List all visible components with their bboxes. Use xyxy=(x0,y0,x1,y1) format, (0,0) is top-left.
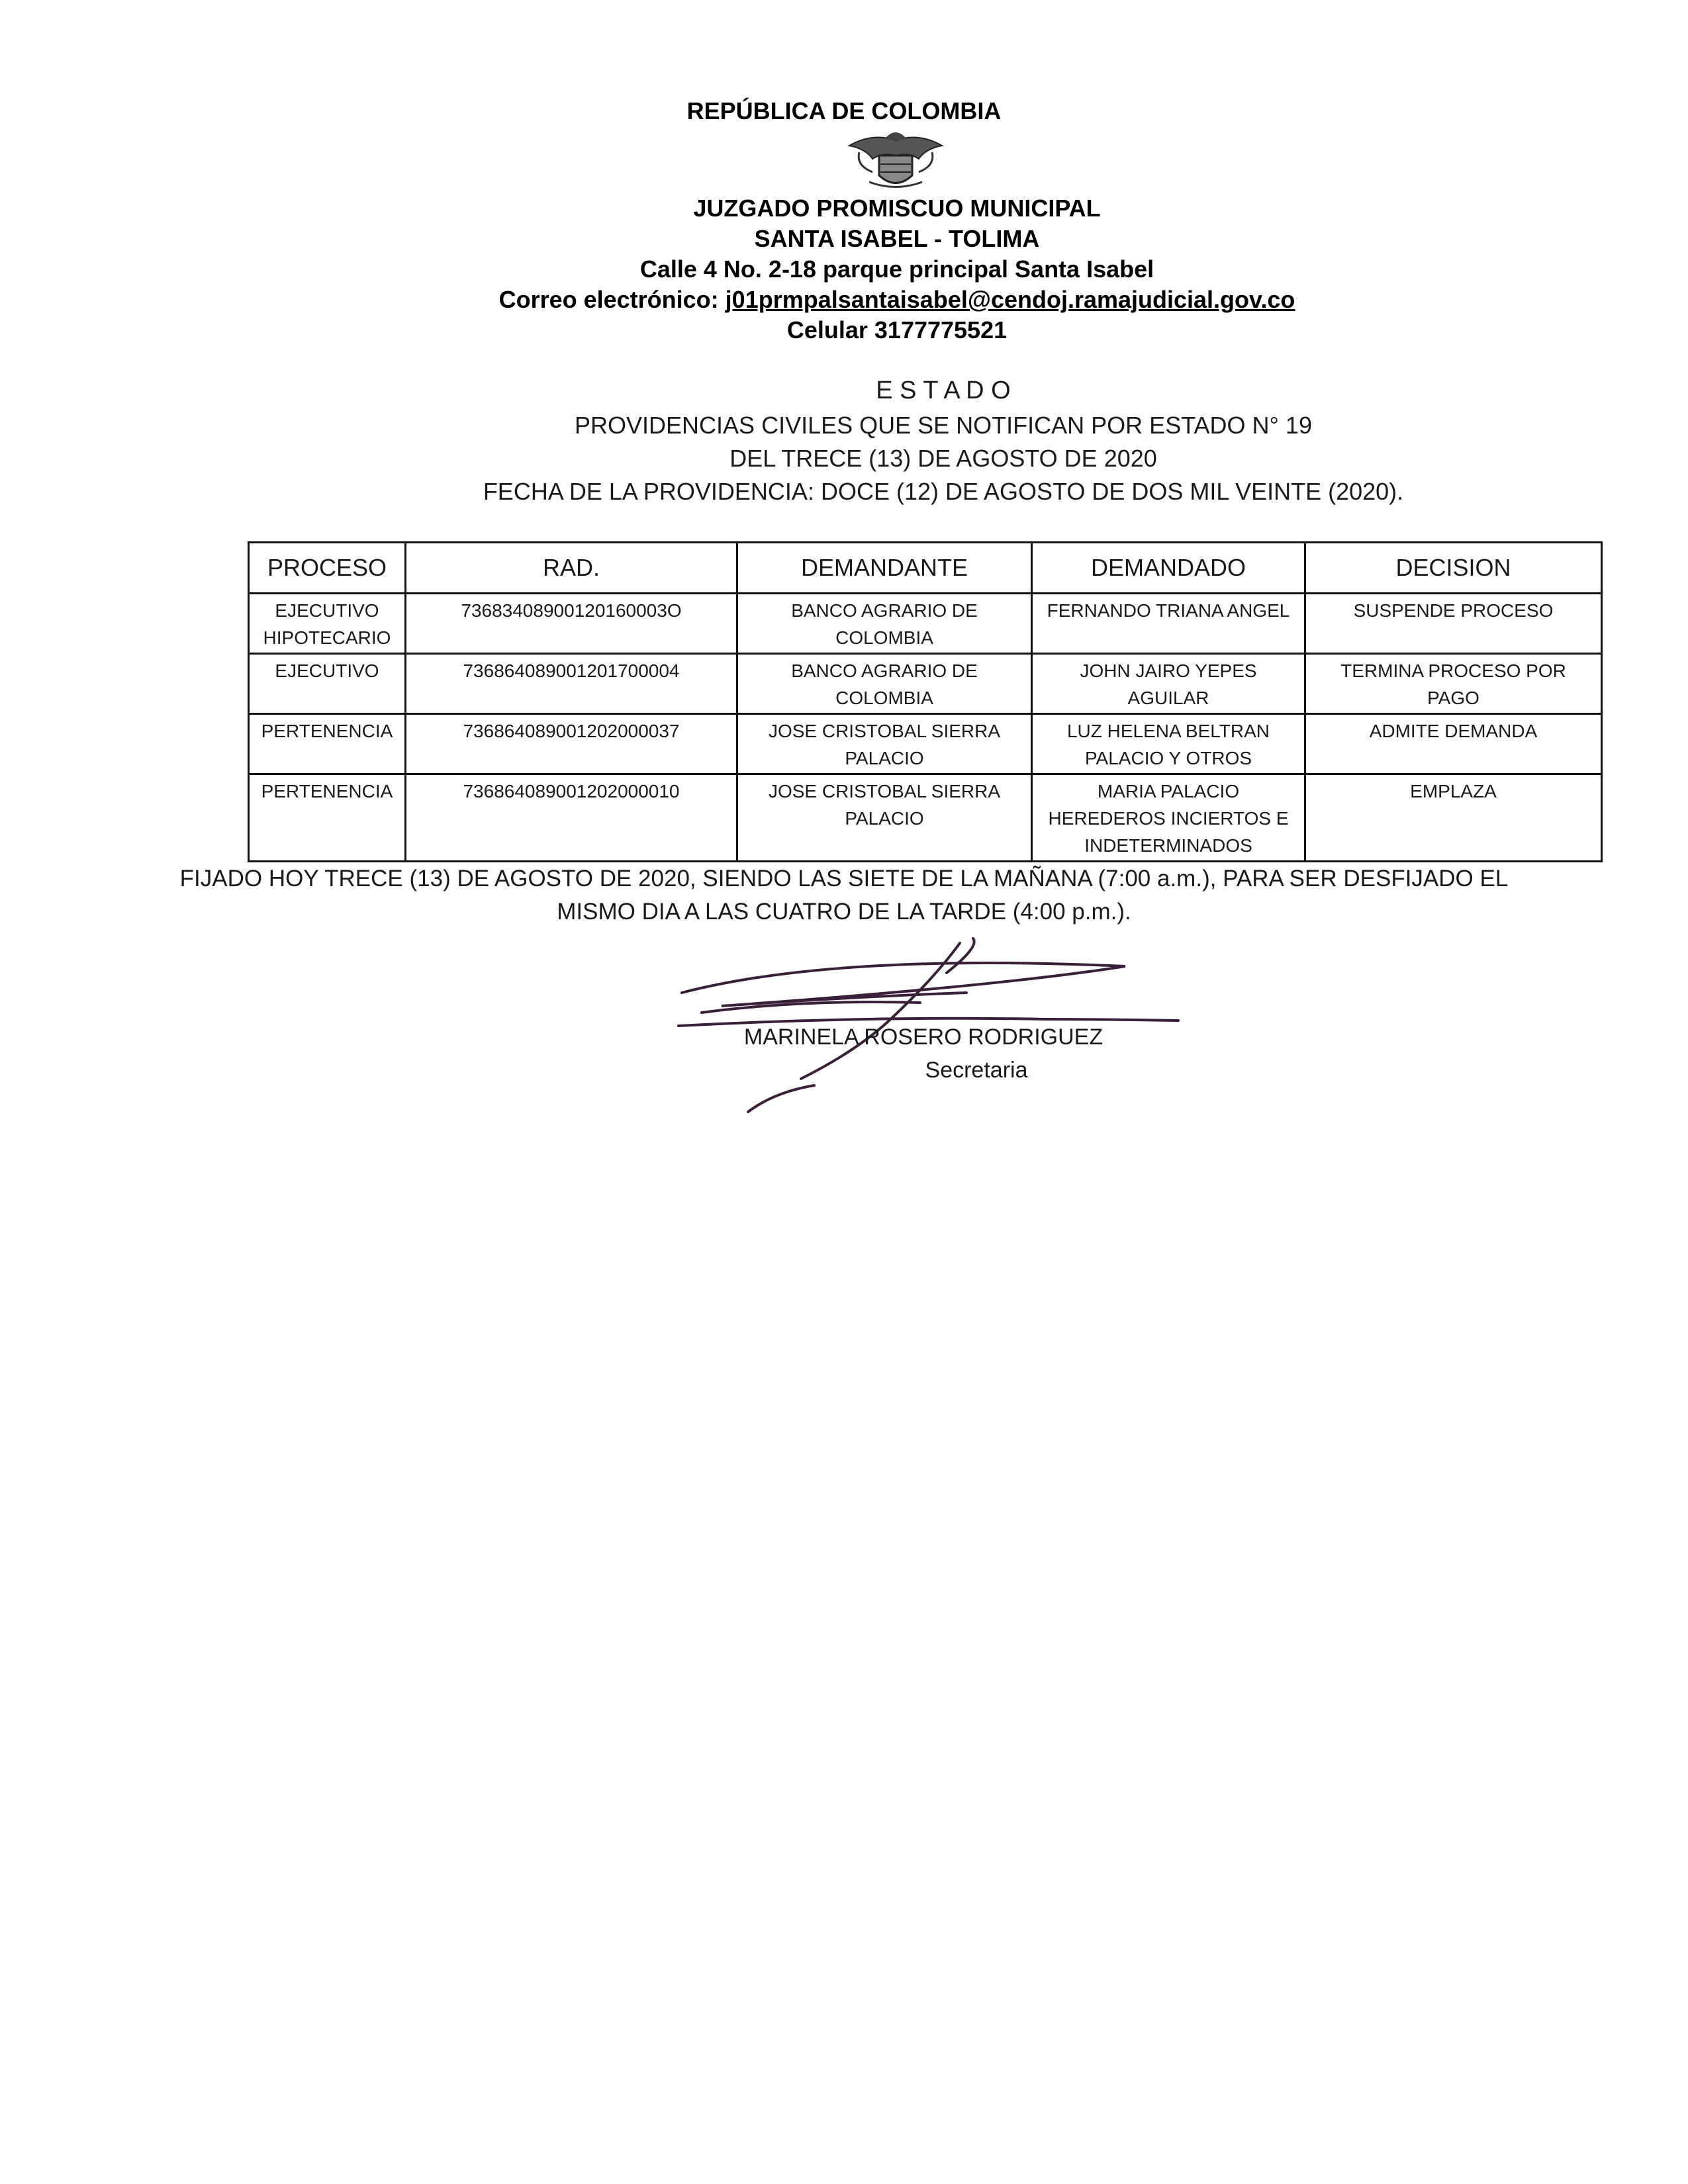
email-link[interactable]: j01prmpalsantaisabel@cendoj.ramajudicial.gov.co xyxy=(725,286,1295,313)
cell-demandado: LUZ HELENA BELTRAN PALACIO Y OTROS xyxy=(1032,714,1305,774)
cell-demandante: JOSE CRISTOBAL SIERRA PALACIO xyxy=(737,774,1032,862)
cell-decision: SUSPENDE PROCESO xyxy=(1305,594,1602,654)
court-address: Calle 4 No. 2-18 parque principal Santa Isabel xyxy=(639,255,1154,283)
cell-rad: 73683408900120160003O xyxy=(406,594,737,654)
cell-proceso: EJECUTIVO HIPOTECARIO xyxy=(249,594,406,654)
cell-decision: ADMITE DEMANDA xyxy=(1305,714,1602,774)
estado-table xyxy=(248,541,1603,862)
header-demandado: DEMANDADO xyxy=(1032,543,1305,594)
notice-line-3: FECHA DE LA PROVIDENCIA: DOCE (12) DE AGOSTO DE DOS MIL VEINTE (2020). xyxy=(483,478,1404,505)
header-proceso: PROCESO xyxy=(249,543,406,594)
cell-rad: 736864089001201700004 xyxy=(406,654,737,714)
cell-rad: 736864089001202000037 xyxy=(406,714,737,774)
table-row xyxy=(249,654,1602,714)
notice-line-2: DEL TRECE (13) DE AGOSTO DE 2020 xyxy=(729,445,1157,472)
cell-demandante: BANCO AGRARIO DE COLOMBIA xyxy=(737,594,1032,654)
signatory-role: Secretaria xyxy=(925,1058,1028,1083)
cell-demandado: FERNANDO TRIANA ANGEL xyxy=(1032,594,1305,654)
court-location: SANTA ISABEL - TOLIMA xyxy=(754,225,1040,252)
notice-title: E S T A D O xyxy=(876,377,1011,404)
header-rad: RAD. xyxy=(406,543,737,594)
cell-decision: EMPLAZA xyxy=(1305,774,1602,862)
table-header-row xyxy=(249,543,1602,594)
cell-decision: TERMINA PROCESO POR PAGO xyxy=(1305,654,1602,714)
table-row xyxy=(249,774,1602,862)
cell-proceso: PERTENENCIA xyxy=(249,714,406,774)
cell-demandado: JOHN JAIRO YEPES AGUILAR xyxy=(1032,654,1305,714)
cell-demandante: BANCO AGRARIO DE COLOMBIA xyxy=(737,654,1032,714)
header-decision: DECISION xyxy=(1305,543,1602,594)
court-email-line xyxy=(0,285,1688,315)
coat-of-arms-icon xyxy=(846,126,945,192)
country-heading: REPÚBLICA DE COLOMBIA xyxy=(686,97,1002,124)
email-label: Correo electrónico: xyxy=(498,286,726,313)
cell-proceso: EJECUTIVO xyxy=(249,654,406,714)
court-name: JUZGADO PROMISCUO MUNICIPAL xyxy=(693,195,1101,222)
cell-proceso: PERTENENCIA xyxy=(249,774,406,862)
table-row xyxy=(249,714,1602,774)
signatory-name: MARINELA ROSERO RODRIGUEZ xyxy=(743,1024,1103,1050)
notice-line-1: PROVIDENCIAS CIVILES QUE SE NOTIFICAN POR ESTADO N° 19 xyxy=(575,412,1312,439)
fijado-line-2: MISMO DIA A LAS CUATRO DE LA TARDE (4:00 p.m.). xyxy=(557,899,1131,925)
cell-rad: 736864089001202000010 xyxy=(406,774,737,862)
cell-demandante: JOSE CRISTOBAL SIERRA PALACIO xyxy=(737,714,1032,774)
fijado-line-1: FIJADO HOY TRECE (13) DE AGOSTO DE 2020, SIENDO LAS SIETE DE LA MAÑANA (7:00 a.m.), PARA SER DESFIJADO EL xyxy=(179,866,1509,891)
cell-demandado: MARIA PALACIO HEREDEROS INCIERTOS E INDETERMINADOS xyxy=(1032,774,1305,862)
court-phone: Celular 3177775521 xyxy=(786,316,1008,343)
header-demandante: DEMANDANTE xyxy=(737,543,1032,594)
table-row xyxy=(249,594,1602,654)
